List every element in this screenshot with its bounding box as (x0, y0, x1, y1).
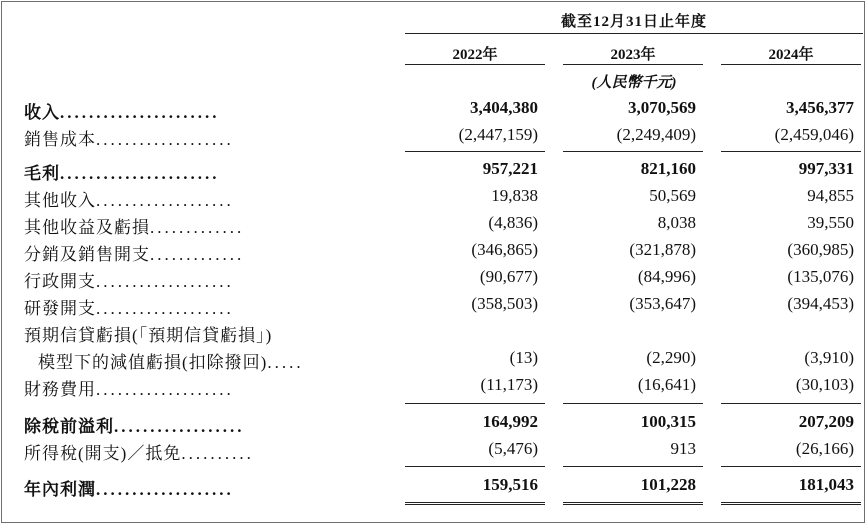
table-row-other-gains-losses (0, 213, 868, 239)
value-2023: 3,070,569 (628, 98, 696, 117)
year-2024-header: 2024年 (768, 47, 814, 63)
value-2023: (321,878) (629, 240, 696, 259)
row-label: 銷售成本................... (24, 130, 234, 149)
value-2022: (346,865) (471, 240, 538, 259)
row-label: 除稅前溢利.................. (24, 417, 245, 436)
year-2022-rule (405, 64, 545, 65)
value-2022: 164,992 (482, 412, 538, 431)
row-label: 收入...................... (24, 103, 220, 122)
value-2022: 159,516 (482, 475, 538, 494)
value-2022: (4,836) (488, 213, 538, 232)
row-label: 財務費用................... (24, 380, 234, 399)
value-2024: (2,459,046) (774, 125, 854, 144)
subtotal-rule (563, 466, 703, 467)
table-row-profit-before-tax (0, 412, 868, 438)
row-label: 研發開支................... (24, 299, 234, 318)
row-label: 預期信貸虧損(「預期信貸虧損」) (24, 326, 273, 345)
total-double-rule (405, 502, 545, 505)
table-row-research-development (0, 294, 868, 320)
value-2024: 94,855 (807, 186, 854, 205)
unit-label: (人民幣千元) (591, 75, 677, 91)
row-label: 其他收入................... (24, 191, 234, 210)
table-row-other-income (0, 186, 868, 212)
year-2022-header: 2022年 (452, 47, 498, 63)
value-2023: 8,038 (657, 213, 696, 232)
subtotal-rule (721, 466, 861, 467)
table-row-impairment-losses (0, 348, 868, 374)
value-2023: (2,290) (646, 348, 696, 367)
row-label: 模型下的減值虧損(扣除撥回)..... (38, 353, 304, 372)
value-2023: 821,160 (640, 159, 696, 178)
value-2024: (26,166) (795, 439, 854, 458)
table-row-income-tax (0, 439, 868, 465)
value-2022: 957,221 (482, 159, 538, 178)
value-2022: (90,677) (479, 267, 538, 286)
value-2024: 181,043 (798, 475, 854, 494)
table-row-ecl-heading (0, 321, 868, 347)
row-label: 行政開支................... (24, 272, 234, 291)
value-2024: 39,550 (807, 213, 854, 232)
value-2022: (358,503) (471, 294, 538, 313)
subtotal-rule (721, 151, 861, 152)
value-2023: 50,569 (649, 186, 696, 205)
total-double-rule (721, 502, 861, 505)
row-label: 所得稅(開支)／抵免.......... (24, 444, 254, 463)
value-2023: (16,641) (637, 375, 696, 394)
value-2022: (2,447,159) (458, 125, 538, 144)
value-2024: 207,209 (798, 412, 854, 431)
value-2024: (394,453) (787, 294, 854, 313)
value-2023: 101,228 (640, 475, 696, 494)
row-label: 年內利潤................... (24, 480, 234, 499)
value-2022: 19,838 (491, 186, 538, 205)
value-2024: (3,910) (804, 348, 854, 367)
value-2024: (135,076) (787, 267, 854, 286)
table-row-gross-profit (0, 159, 868, 185)
value-2023: 100,315 (640, 412, 696, 431)
subtotal-rule (405, 403, 545, 404)
value-2024: 3,456,377 (786, 98, 854, 117)
subtotal-rule (405, 466, 545, 467)
total-double-rule (563, 502, 703, 505)
value-2022: (11,173) (480, 375, 538, 394)
value-2024: (30,103) (795, 375, 854, 394)
subtotal-rule (721, 403, 861, 404)
table-row-finance-costs (0, 375, 868, 401)
value-2023: (353,647) (629, 294, 696, 313)
table-row-profit-for-year (0, 475, 868, 501)
period-header: 截至12月31日止年度 (560, 14, 707, 30)
table-row-distribution-selling (0, 240, 868, 266)
row-label: 分銷及銷售開支............. (24, 245, 245, 264)
value-2022: (5,476) (488, 439, 538, 458)
subtotal-rule (563, 151, 703, 152)
table-row-revenue (0, 98, 868, 124)
table-row-cost-of-sales (0, 125, 868, 151)
value-2024: 997,331 (798, 159, 854, 178)
value-2024: (360,985) (787, 240, 854, 259)
row-label: 毛利...................... (24, 164, 220, 183)
header-rule (405, 33, 863, 34)
value-2023: 913 (670, 439, 696, 458)
subtotal-rule (563, 403, 703, 404)
table-row-administrative (0, 267, 868, 293)
value-2023: (84,996) (637, 267, 696, 286)
subtotal-rule (405, 151, 545, 152)
value-2023: (2,249,409) (616, 125, 696, 144)
value-2022: (13) (509, 348, 538, 367)
row-label: 其他收益及虧損............. (24, 218, 245, 237)
year-2023-rule (563, 64, 703, 65)
year-2024-rule (721, 64, 861, 65)
value-2022: 3,404,380 (470, 98, 538, 117)
year-2023-header: 2023年 (610, 47, 656, 63)
